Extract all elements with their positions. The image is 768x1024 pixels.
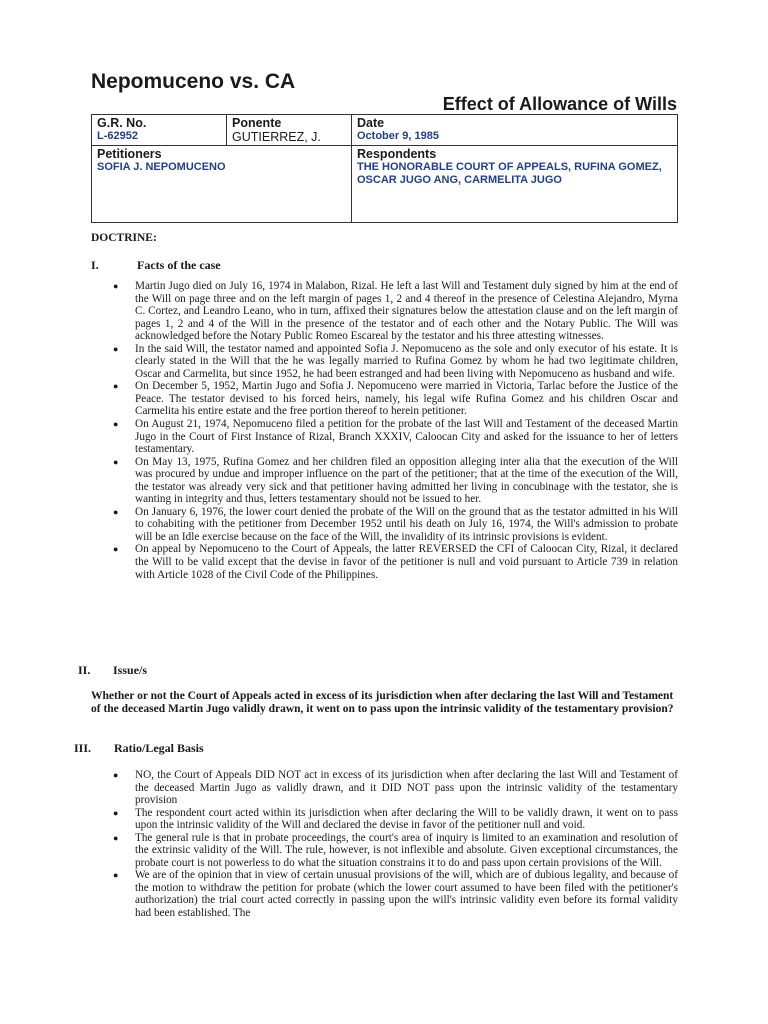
section-number: II.	[78, 663, 91, 677]
gr-value: L-62952	[97, 130, 138, 142]
bullet-icon: ●	[113, 870, 119, 881]
ponente-cell	[227, 115, 352, 146]
section-title: Ratio/Legal Basis	[114, 741, 204, 755]
list-item: ● On December 5, 1952, Martin Jugo and Sofia J. Nepomuceno were married in Victoria, Tarlac before the Justice of the Peace. The testator devised to his forced heirs, namely, his legal wife Rufina Gomez and his children Oscar and Carmelita his entire estate and the free portion thereof to herein petitioner.	[113, 380, 678, 418]
list-item: ● On May 13, 1975, Rufina Gomez and her children filed an opposition alleging inter alia that the execution of the Will was procured by undue and improper influence on the part of the petitioner; that at the time of the execution of the Will, the testator was already very sick and that petitioner having admitted her living in concubinage with the testator, she is wanting in integrity and thus, letters testamentary should not be issued to her.	[113, 455, 678, 506]
topic-title: Effect of Allowance of Wills	[442, 94, 677, 114]
bullet-icon: ●	[113, 544, 119, 555]
bullet-icon: ●	[113, 419, 119, 430]
issue-text: Whether or not the Court of Appeals acted in excess of its jurisdiction when after declaring the last Will and Testament of the deceased Martin Jugo validly drawn, it went on to pass upon the intrinsic validity of the testamentary provision?	[91, 690, 674, 715]
petitioners-cell	[92, 146, 352, 223]
respondents-cell	[352, 146, 678, 223]
ponente-label: Ponente	[232, 116, 282, 130]
ponente-value: GUTIERREZ, J.	[232, 130, 321, 144]
facts-list	[113, 280, 678, 581]
bullet-icon: ●	[113, 343, 119, 354]
petitioners-label: Petitioners	[97, 147, 162, 161]
ratio-list	[113, 769, 678, 920]
list-item: ● The general rule is that in probate proceedings, the court's area of inquiry is limited to an examination and resolution of the extrinsic validity of the Will. The rule, however, is not inflexible and absolute. Given exceptional circumstances, the probate court is not powerless to do what the situation constrains it to do and pass upon certain provisions of the Will.	[113, 831, 678, 869]
list-item: ● NO, the Court of Appeals DID NOT act in excess of its jurisdiction when after declaring the last Will and Testament of the deceased Martin Jugo as validly drawn, and it DID NOT pass upon the intrinsic validity of the testamentary provision	[113, 769, 678, 807]
respondents-label: Respondents	[357, 147, 437, 161]
bullet-icon: ●	[113, 506, 119, 517]
gr-label: G.R. No.	[97, 116, 147, 130]
list-item: ● The respondent court acted within its jurisdiction when after declaring the Will to be validly drawn, it went on to pass upon the intrinsic validity of the Will and declared the devise in favor of the petitioner null and void.	[113, 806, 678, 832]
list-item: ● On appeal by Nepomuceno to the Court of Appeals, the latter REVERSED the CFI of Caloocan City, Rizal, it declared the Will to be valid except that the devise in favor of the petitioner is null and void pursuant to Article 739 in relation with Article 1028 of the Civil Code of the Philippines.	[113, 543, 678, 581]
date-label: Date	[357, 116, 385, 130]
list-item: ● We are of the opinion that in view of certain unusual provisions of the will, which are of dubious legality, and because of the motion to withdraw the petition for probate (which the lower court assumed to have been filed with the petitioner's authorization) the trial court acted correctly in passing upon the will's intrinsic validity even before its formal validity had been established. The	[113, 869, 678, 920]
list-item: ● Martin Jugo died on July 16, 1974 in Malabon, Rizal. He left a last Will and Testament duly signed by him at the end of the Will on page three and on the left margin of pages 1, 2 and 4 thereof in the presence of Celestina Alejandro, Myrna C. Cortez, and Leandro Leano, who in turn, affixed their signatures below the attestation clause and on the left margin of pages 1, 2 and 4 of the Will in the presence of the testator and of each other and the Notary Public. The Will was acknowledged before the Notary Public Romeo Escareal by the testator and his three attesting witnesses.	[113, 280, 678, 343]
date-value: October 9, 1985	[357, 130, 439, 142]
case-info-table	[91, 114, 678, 223]
section-title: Facts of the case	[137, 258, 221, 272]
section-number: I.	[91, 258, 99, 272]
bullet-icon: ●	[113, 381, 119, 392]
doctrine-label: DOCTRINE:	[91, 232, 157, 244]
list-item: ● On August 21, 1974, Nepomuceno filed a petition for the probate of the last Will and Testament of the deceased Martin Jugo in the Court of First Instance of Rizal, Branch XXXIV, Caloocan City and asked for the issuance to her of letters testamentary.	[113, 418, 678, 456]
list-item: ● On January 6, 1976, the lower court denied the probate of the Will on the ground that as the testator admitted in his Will to cohabiting with the petitioner from December 1952 until his death on July 16, 1974, the Will's admission to probate will be an Idle exercise because on the face of the Will, the invalidity of its intrinsic provisions is evident.	[113, 505, 678, 543]
date-cell	[352, 115, 678, 146]
bullet-icon: ●	[113, 807, 119, 818]
respondents-value: THE HONORABLE COURT OF APPEALS, RUFINA GOMEZ, OSCAR JUGO ANG, CARMELITA JUGO	[357, 161, 662, 186]
case-title: Nepomuceno vs. CA	[91, 70, 296, 93]
bullet-icon: ●	[113, 770, 119, 780]
bullet-icon: ●	[113, 281, 119, 291]
bullet-icon: ●	[113, 832, 119, 843]
bullet-icon: ●	[113, 456, 119, 467]
list-item: ● In the said Will, the testator named and appointed Sofia J. Nepomuceno as the sole and only executor of his estate. It is clearly stated in the Will that the he was legally married to Rufina Gomez by whom he had two legitimate children, Oscar and Carmelita, but since 1952, he had been estranged and had been living with Nepomuceno as husband and wife.	[113, 342, 678, 380]
petitioners-value: SOFIA J. NEPOMUCENO	[97, 161, 226, 173]
gr-cell	[92, 115, 227, 146]
section-number: III.	[74, 741, 92, 755]
section-title: Issue/s	[113, 663, 148, 677]
